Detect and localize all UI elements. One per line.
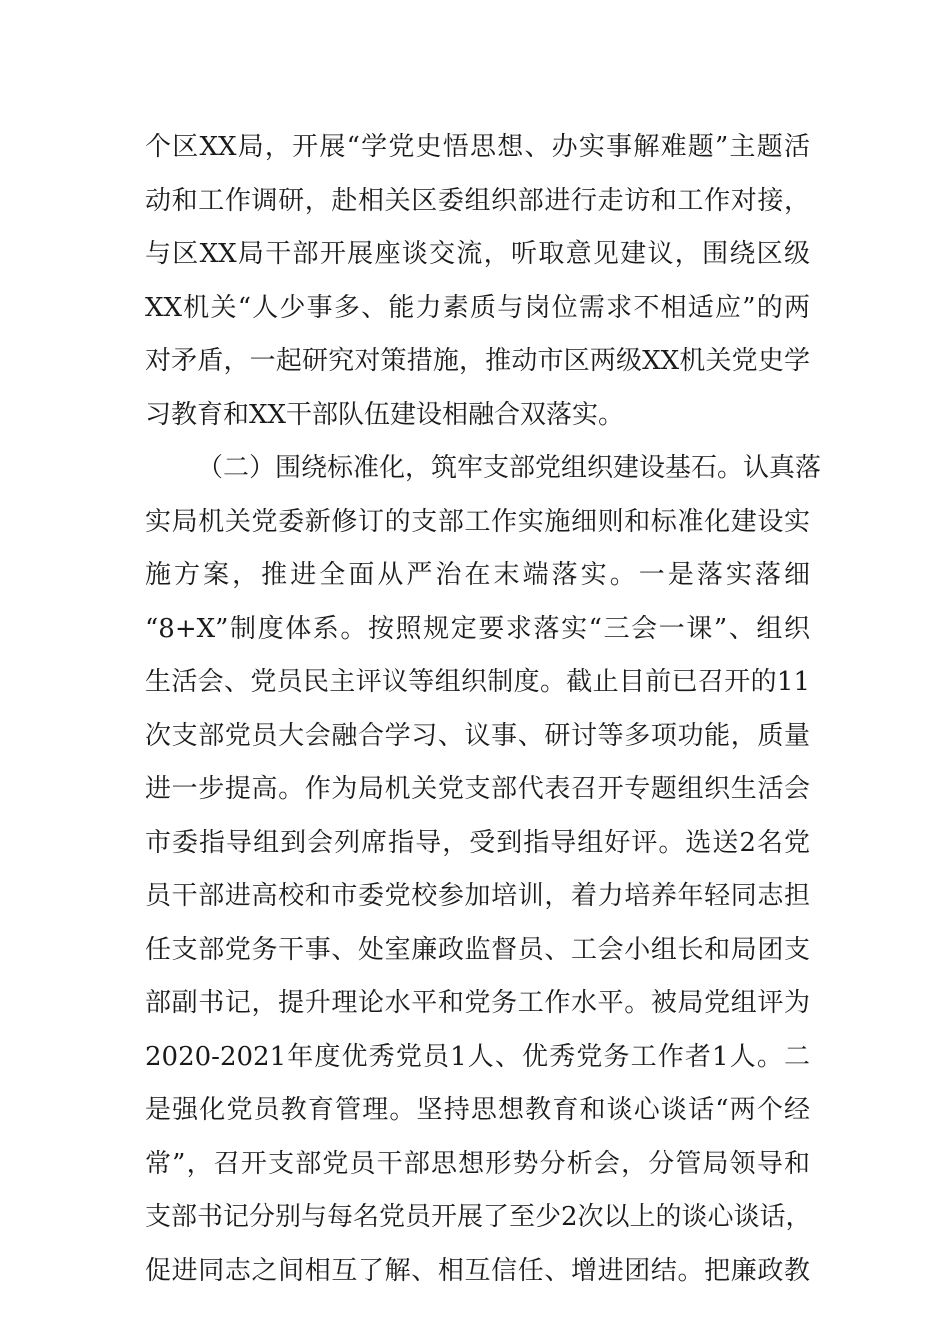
text-line: 习教育和XX干部队伍建设相融合双落实。: [145, 399, 625, 430]
text-line: 常”，召开支部党员干部思想形势分析会，分管局领导和: [145, 1148, 810, 1179]
text-line: XX机关“人少事多、能力素质与岗位需求不相适应”的两: [145, 292, 810, 323]
text-line: 个区XX局，开展“学党史悟思想、办实事解难题”主题活: [145, 132, 810, 162]
text-line: 施方案，推进全面从严治在末端落实。一是落实落细: [145, 560, 810, 590]
text-line: 实局机关党委新修订的支部工作实施细则和标准化建设实: [145, 506, 810, 537]
text-line: 与区XX局干部开展座谈交流，听取意见建议，围绕区级: [145, 239, 810, 269]
text-line: 生活会、党员民主评议等组织制度。截止目前已召开的11: [145, 667, 810, 697]
paragraph-start-line: （二）围绕标准化，筑牢支部党组织建设基石。认真落: [197, 453, 822, 483]
text-line: 任支部党务干事、处室廉政监督员、工会小组长和局团支: [145, 934, 810, 965]
text-line: 2020-2021年度优秀党员1人、优秀党务工作者1人。二: [145, 1041, 810, 1072]
body-text: [145, 121, 822, 1298]
text-line: “8+X”制度体系。按照规定要求落实“三会一课”、组织: [145, 613, 810, 644]
text-line: 市委指导组到会列席指导，受到指导组好评。选送2名党: [145, 827, 810, 858]
text-line: 部副书记，提升理论水平和党务工作水平。被局党组评为: [145, 988, 810, 1018]
text-line: 促进同志之间相互了解、相互信任、增进团结。把廉政教: [145, 1255, 810, 1286]
text-line: 员干部进高校和市委党校参加培训，着力培养年轻同志担: [145, 881, 810, 911]
text-line: 进一步提高。作为局机关党支部代表召开专题组织生活会: [145, 774, 810, 804]
text-line: 次支部党员大会融合学习、议事、研讨等多项功能，质量: [145, 720, 810, 751]
text-line: 是强化党员教育管理。坚持思想教育和谈心谈话“两个经: [145, 1095, 810, 1125]
text-line: 支部书记分别与每名党员开展了至少2次以上的谈心谈话，: [145, 1202, 812, 1232]
text-line: 对矛盾，一起研究对策措施，推动市区两级XX机关党史学: [145, 346, 810, 376]
text-line: 动和工作调研，赴相关区委组织部进行走访和工作对接，: [145, 185, 810, 216]
